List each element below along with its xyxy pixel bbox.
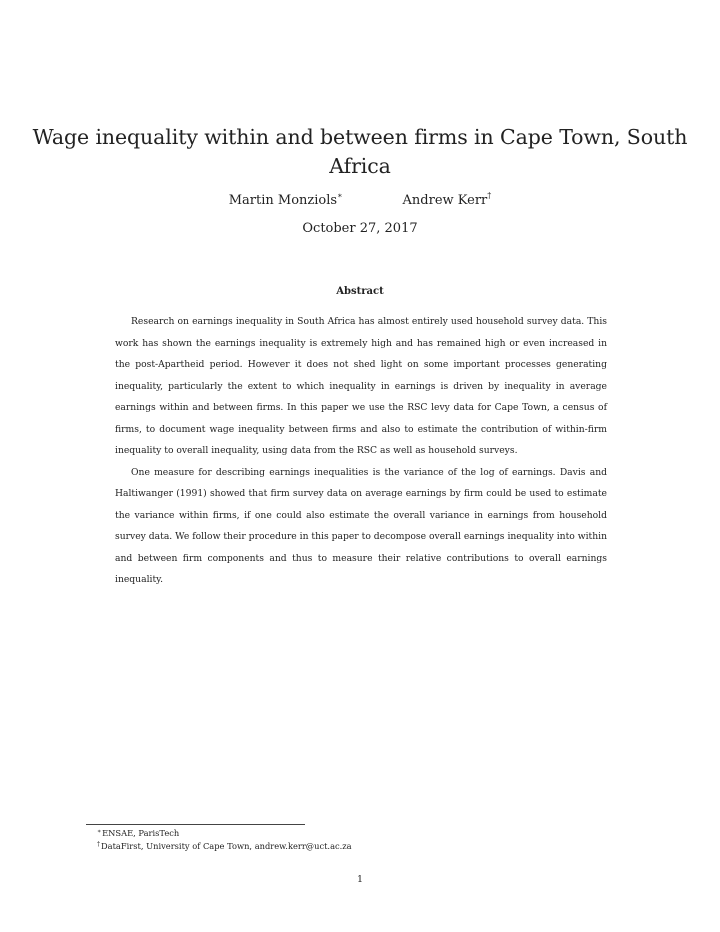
footnote-affiliation-2 bbox=[97, 840, 352, 853]
page-number: 1 bbox=[356, 874, 364, 885]
author-kerr bbox=[403, 192, 492, 210]
footnote-text: ENSAE, ParisTech bbox=[102, 828, 180, 838]
abstract-body bbox=[115, 311, 607, 591]
paper-title-line-1: Wage inequality within and between firms in Cape Town, South bbox=[32, 125, 688, 149]
author-list bbox=[0, 192, 720, 210]
abstract-paragraph: One measure for describing earnings inequalities is the variance of the log of earnings. Davis and Haltiwanger (1991) showed that firm survey data on average earnings by firm could be used to estimate the variance within firms, if one could also estimate the overall variance in earnings from household survey data. We follow their procedure in this paper to decompose overall earnings inequality into within and between firm components and thus to measure their relative contributions to overall earnings inequality. bbox=[115, 466, 607, 585]
author-name: Andrew Kerr bbox=[402, 193, 488, 208]
abstract-heading: Abstract bbox=[336, 286, 384, 297]
footnote-affiliation-1 bbox=[97, 827, 352, 840]
footnotes bbox=[97, 827, 352, 852]
author-name: Martin Monziols bbox=[228, 193, 338, 208]
footnote-mark: ∗ bbox=[97, 828, 102, 835]
author-footnote-mark: ∗ bbox=[337, 191, 343, 200]
abstract-paragraph: Research on earnings inequality in South Africa has almost entirely used household survey data. This work has shown the earnings inequality is extremely high and has remained high or even increased in the post-Apartheid period. However it does not shed light on some important processes generating inequality, particularly the extent to which inequality in earnings is driven by inequality in average earnings within and between firms. In this paper we use the RSC levy data for Cape Town, a census of firms, to document wage inequality between firms and also to estimate the contribution of within-firm inequality to overall inequality, using data from the RSC as well as household surveys. bbox=[115, 316, 607, 456]
author-monziols bbox=[229, 192, 343, 210]
footnote-mark: † bbox=[97, 840, 100, 848]
author-footnote-mark: † bbox=[487, 191, 492, 200]
paper-title bbox=[0, 123, 720, 181]
footnote-divider bbox=[86, 824, 305, 825]
paper-title-line-2: Africa bbox=[329, 154, 391, 178]
footnote-text: DataFirst, University of Cape Town, andrew.kerr@uct.ac.za bbox=[101, 840, 352, 851]
paper-date: October 27, 2017 bbox=[302, 221, 418, 236]
